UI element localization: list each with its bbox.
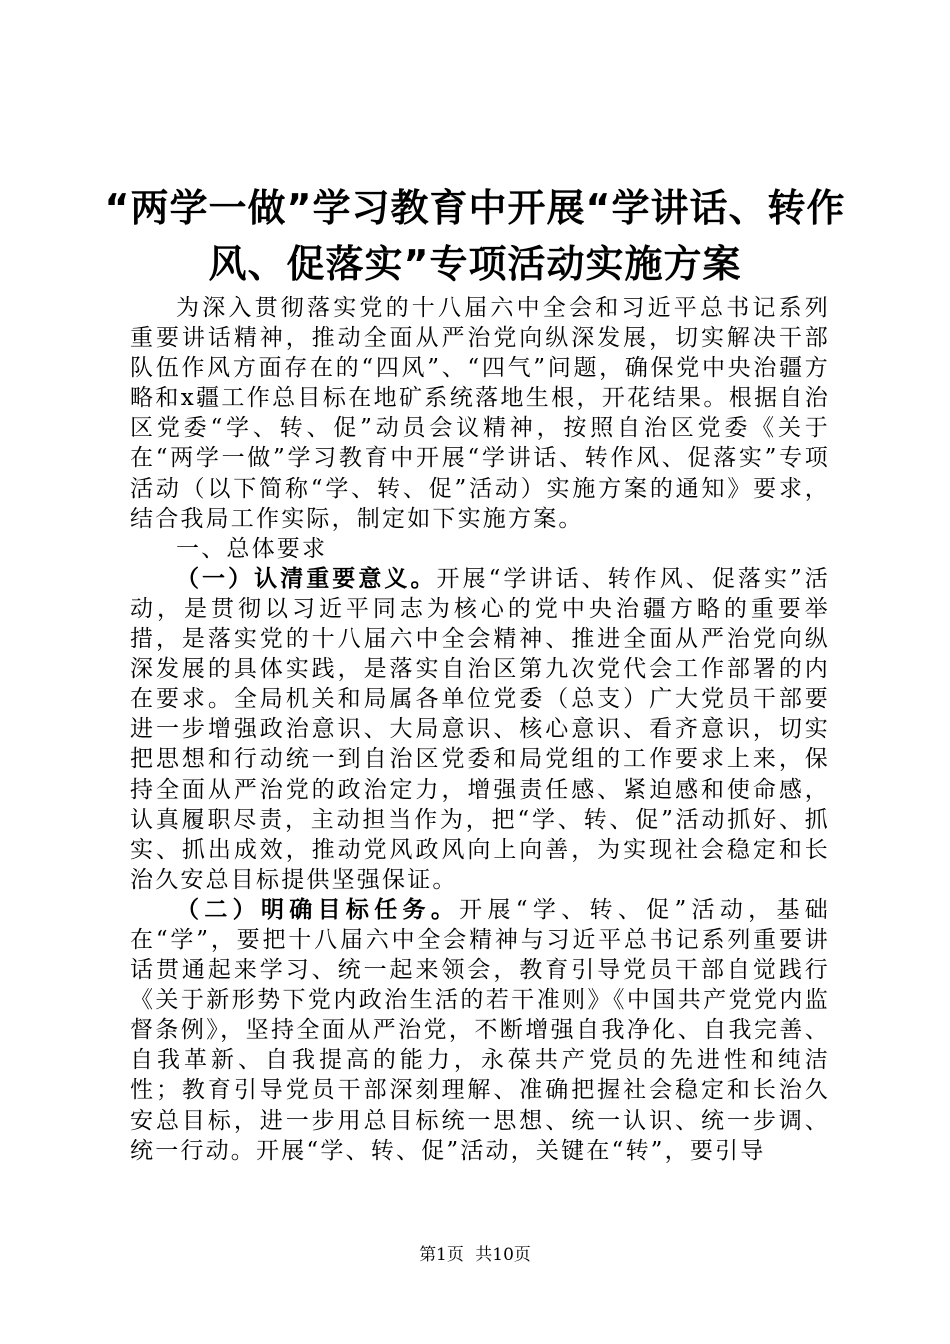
document-title [100,180,850,292]
item-text-2: 开展“学、转、促”活动，基础在“学”，要把十八届六中全会精神与习近平总书记系列重要讲话贯通起来学习、统一起来领会，教育引导党员干部自觉践行《关于新形势下党内政治生活的若干准则》《中国共产党党内监督条例》，坚持全面从严治党，不断增强自我净化、自我完善、自我革新、自我提高的能力，永葆共产党员的先进性和纯洁性；教育引导党员干部深刻理解、准确把握社会稳定和长治久安总目标，进一步用总目标统一思想、统一认识、统一步调、统一行动。开展“学、转、促”活动，关键在“转”，要引导 [130,896,830,1164]
item-paragraph-1 [130,564,830,895]
page-footer [0,1240,950,1265]
section-heading-1: 一、总体要求 [176,535,328,562]
title-line-1: “两学一做”学习教育中开展“学讲话、转作 [104,186,846,230]
page-number: 第1页 [419,1245,464,1265]
intro-paragraph: 为深入贯彻落实党的十八届六中全会和习近平总书记系列重要讲话精神，推动全面从严治党向纵深发展，切实解决干部队伍作风方面存在的“四风”、“四气”问题，确保党中央治疆方略和x疆工作总目标在地矿系统落地生根，开花结果。根据自治区党委“学、转、促”动员会议精神，按照自治区党委《关于在“两学一做”学习教育中开展“学讲话、转作风、促落实”专项活动（以下简称“学、转、促”活动）实施方案的通知》要求，结合我局工作实际，制定如下实施方案。 [130,295,830,532]
title-line-2: 风、促落实”专项活动实施方案 [208,242,742,286]
item-lead-2: （二）明确目标任务。 [176,896,460,923]
item-lead-1: （一）认清重要意义。 [176,565,437,592]
item-paragraph-2 [130,895,830,1166]
item-text-1: 开展“学讲话、转作风、促落实”活动，是贯彻以习近平同志为核心的党中央治疆方略的重要举措，是落实党的十八届六中全会精神、推进全面从严治党向纵深发展的具体实践，是落实自治区第九次党代会工作部署的内在要求。全局机关和局属各单位党委（总支）广大党员干部要进一步增强政治意识、大局意识、核心意识、看齐意识，切实把思想和行动统一到自治区党委和局党组的工作要求上来，保持全面从严治党的政治定力，增强责任感、紧迫感和使命感，认真履职尽责，主动担当作为，把“学、转、促”活动抓好、抓实、抓出成效，推动党风政风向上向善，为实现社会稳定和长治久安总目标提供坚强保证。 [130,565,831,893]
page-total: 共10页 [475,1245,531,1265]
document-body [130,293,830,1166]
